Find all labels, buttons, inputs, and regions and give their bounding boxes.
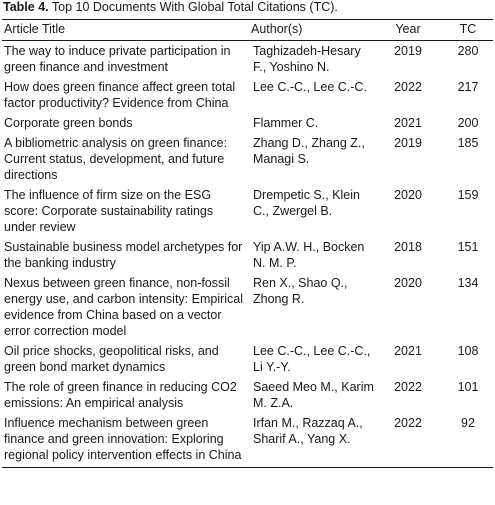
table-row — [2, 185, 493, 237]
cell-authors: Ren X., Shao Q., Zhong R. — [253, 276, 348, 306]
cell-tc: 151 — [457, 240, 479, 254]
table-row — [2, 341, 493, 377]
cell-title: A bibliometric analysis on green finance: Current status, development, and future directions — [4, 136, 228, 182]
table-caption-text: Top 10 Documents With Global Total Citations (TC). — [48, 0, 338, 14]
cell-authors: Flammer C. — [253, 116, 319, 130]
table-row — [2, 133, 493, 185]
cell-year: 2020 — [394, 188, 422, 202]
table-row — [2, 377, 493, 413]
cell-year: 2022 — [394, 380, 422, 394]
cell-tc: 280 — [457, 44, 479, 58]
table-header — [2, 20, 493, 41]
cell-authors: Zhang D., Zhang Z., Managi S. — [253, 136, 365, 166]
table-row — [2, 237, 493, 273]
cell-year: 2022 — [379, 413, 437, 468]
header-year: Year — [379, 20, 437, 41]
cell-authors: Lee C.-C., Lee C.-C. — [253, 80, 367, 94]
table-body — [2, 41, 493, 468]
table-row — [2, 41, 493, 78]
cell-authors: Irfan M., Razzaq A., Sharif A., Yang X. — [249, 413, 379, 468]
cell-year: 2018 — [394, 240, 422, 254]
table-row — [2, 413, 493, 468]
cell-title: Influence mechanism between green finance and green innovation: Exploring regional policy intervention effects in China — [2, 413, 249, 468]
cell-tc: 217 — [457, 80, 479, 94]
cell-tc: 159 — [457, 188, 479, 202]
citations-table — [2, 19, 493, 468]
table-caption-label: Table 4. — [3, 0, 49, 14]
table-row — [2, 113, 493, 133]
cell-tc: 101 — [457, 380, 479, 394]
cell-title: How does green finance affect green total factor productivity? Evidence from China — [4, 80, 236, 110]
cell-tc: 92 — [437, 413, 493, 468]
header-tc: TC — [437, 20, 493, 41]
cell-authors: Lee C.-C., Lee C.-C., Li Y.-Y. — [253, 344, 371, 374]
cell-title: Corporate green bonds — [4, 116, 133, 130]
cell-year: 2019 — [394, 136, 422, 150]
cell-year: 2020 — [394, 276, 422, 290]
cell-authors: Yip A.W. H., Bocken N. M. P. — [253, 240, 365, 270]
cell-authors: Drempetic S., Klein C., Zwergel B. — [253, 188, 360, 218]
cell-title: Oil price shocks, geopolitical risks, and green bond market dynamics — [4, 344, 219, 374]
cell-title: Nexus between green finance, non-fossil energy use, and carbon intensity: Empirical evidence from China based on a vector error correction model — [4, 276, 244, 338]
cell-tc: 200 — [457, 116, 479, 130]
cell-tc: 134 — [457, 276, 479, 290]
cell-title: Sustainable business model archetypes for the banking industry — [4, 240, 243, 270]
table-row — [2, 273, 493, 341]
table-caption — [3, 0, 493, 17]
cell-title: The way to induce private participation in green finance and investment — [4, 44, 231, 74]
cell-title: The role of green finance in reducing CO2 emissions: An empirical analysis — [4, 380, 237, 410]
cell-tc: 185 — [457, 136, 479, 150]
cell-authors: Saeed Meo M., Karim M. Z.A. — [253, 380, 374, 410]
cell-title: The influence of firm size on the ESG score: Corporate sustainability ratings under review — [4, 188, 214, 234]
header-row — [2, 20, 493, 41]
cell-tc: 108 — [457, 344, 479, 358]
cell-year: 2022 — [394, 80, 422, 94]
cell-authors: Taghizadeh-Hesary F., Yoshino N. — [253, 44, 361, 74]
cell-year: 2021 — [394, 116, 422, 130]
cell-year: 2019 — [394, 44, 422, 58]
table-row — [2, 77, 493, 113]
cell-year: 2021 — [394, 344, 422, 358]
header-authors: Author(s) — [249, 20, 379, 41]
header-article-title: Article Title — [2, 20, 249, 41]
